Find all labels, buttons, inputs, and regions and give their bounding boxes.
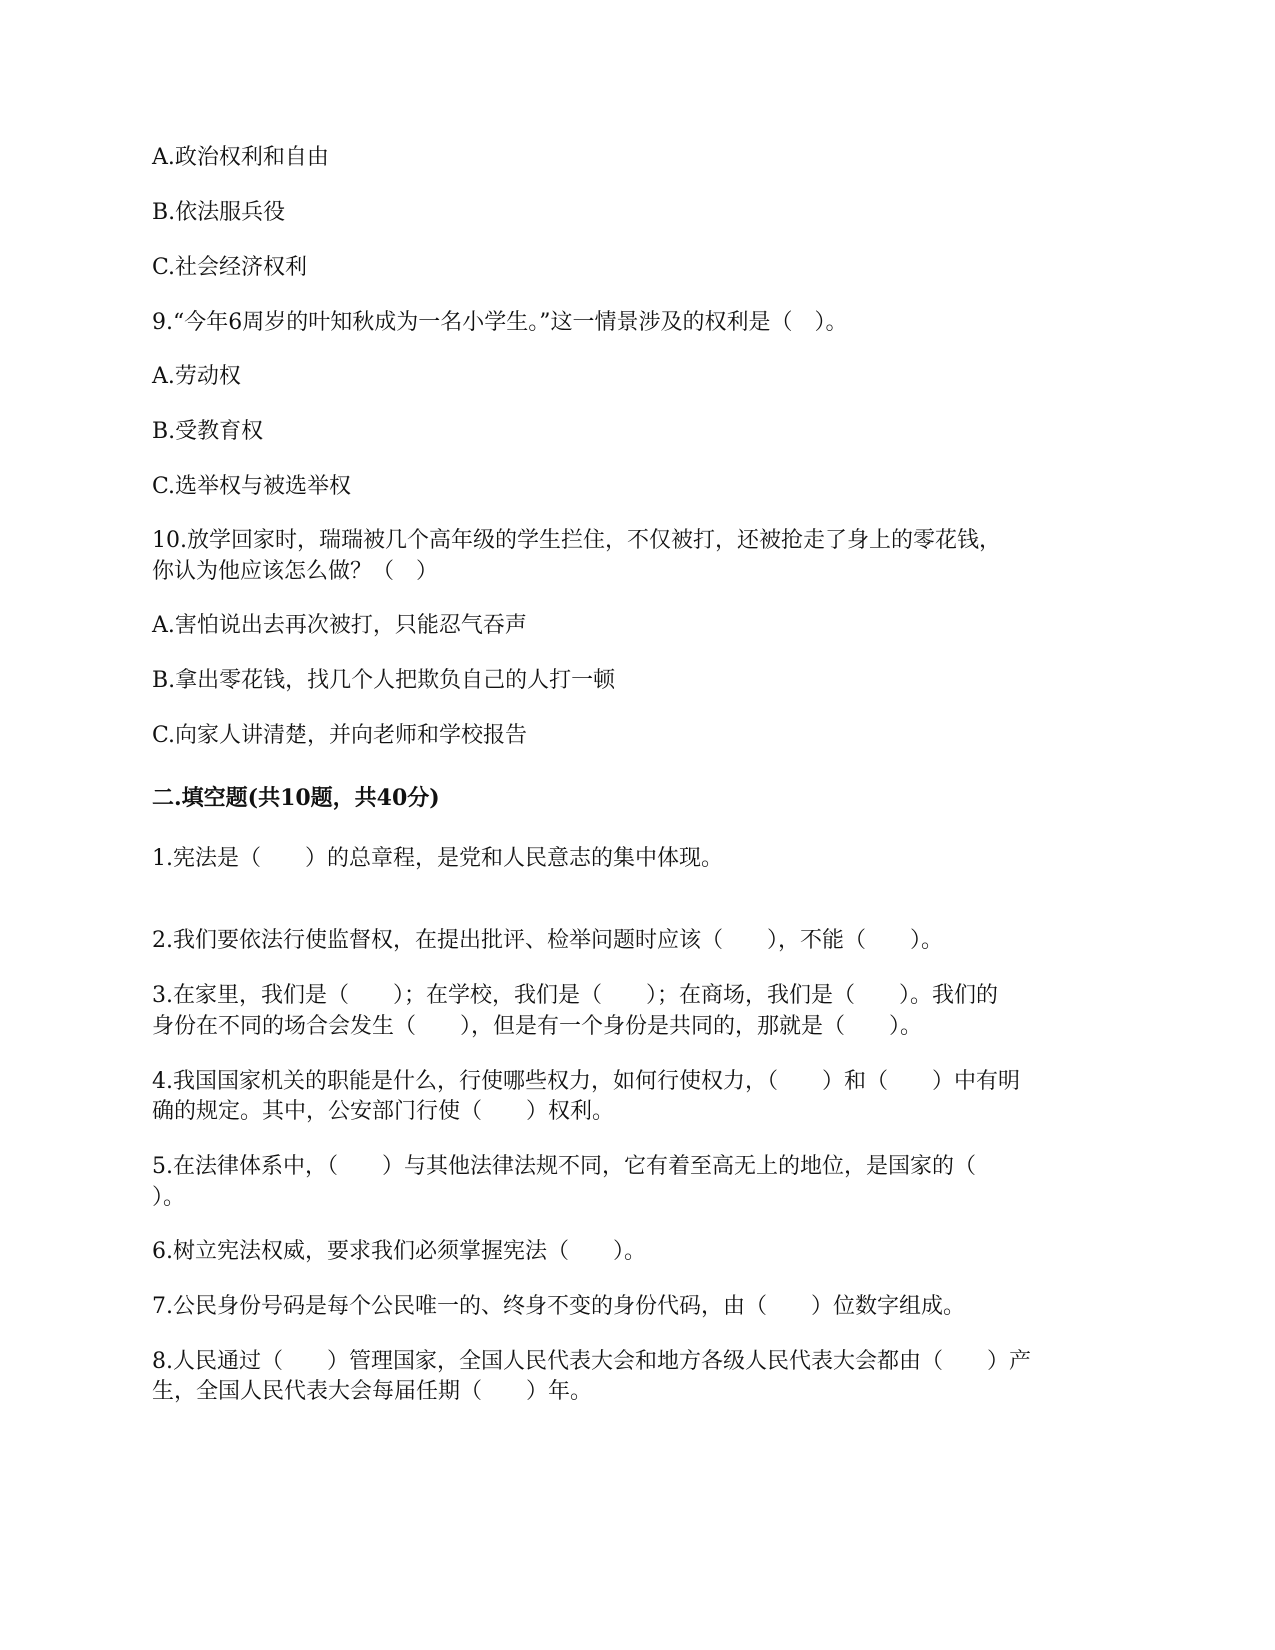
option-a-political-rights: A.政治权利和自由: [152, 145, 329, 170]
fill-question-4-line1: 4.我国国家机关的职能是什么，行使哪些权力，如何行使权力，（ ）和（ ）中有明: [152, 1069, 1020, 1094]
option-b-military-service: B.依法服兵役: [152, 200, 286, 225]
fill-question-5-line1: 5.在法律体系中，（ ）与其他法律法规不同，它有着至高无上的地位，是国家的（: [152, 1154, 976, 1179]
question-10-option-c: C.向家人讲清楚，并向老师和学校报告: [152, 723, 528, 748]
fill-question-8-line1: 8.人民通过（ ）管理国家，全国人民代表大会和地方各级人民代表大会都由（ ）产: [152, 1349, 1031, 1374]
fill-question-6: 6.树立宪法权威，要求我们必须掌握宪法（ ）。: [152, 1239, 646, 1264]
question-10-option-a: A.害怕说出去再次被打，只能忍气吞声: [152, 613, 527, 638]
question-9-option-a: A.劳动权: [152, 364, 241, 389]
fill-question-7: 7.公民身份号码是每个公民唯一的、终身不变的身份代码，由（ ）位数字组成。: [152, 1294, 965, 1319]
fill-question-3-line1: 3.在家里，我们是（ ）；在学校，我们是（ ）；在商场，我们是（ ）。我们的: [152, 983, 998, 1008]
fill-question-8-line2: 生，全国人民代表大会每届任期（ ）年。: [152, 1379, 593, 1404]
question-10-stem-line1: 10.放学回家时，瑞瑞被几个高年级的学生拦住，不仅被打，还被抢走了身上的零花钱，: [152, 528, 1001, 553]
fill-question-1: 1.宪法是（ ）的总章程，是党和人民意志的集中体现。: [152, 846, 723, 871]
fill-question-5-line2: ）。: [152, 1185, 186, 1210]
option-c-socioeconomic-rights: C.社会经济权利: [152, 255, 308, 280]
fill-question-2: 2.我们要依法行使监督权，在提出批评、检举问题时应该（ ），不能（ ）。: [152, 928, 943, 953]
question-10-option-b: B.拿出零花钱，找几个人把欺负自己的人打一顿: [152, 668, 616, 693]
question-9-option-c: C.选举权与被选举权: [152, 474, 352, 499]
section-2-heading: 二.填空题(共10题，共40分): [152, 785, 440, 811]
question-9-stem: 9.“今年6周岁的叶知秋成为一名小学生。”这一情景涉及的权利是（ ）。: [152, 310, 848, 335]
fill-question-4-line2: 确的规定。其中，公安部门行使（ ）权利。: [152, 1099, 615, 1124]
fill-question-3-line2: 身份在不同的场合会发生（ ），但是有一个身份是共同的，那就是（ ）。: [152, 1014, 923, 1039]
question-10-stem-line2: 你认为他应该怎么做？（ ）: [152, 559, 439, 584]
question-9-option-b: B.受教育权: [152, 419, 264, 444]
